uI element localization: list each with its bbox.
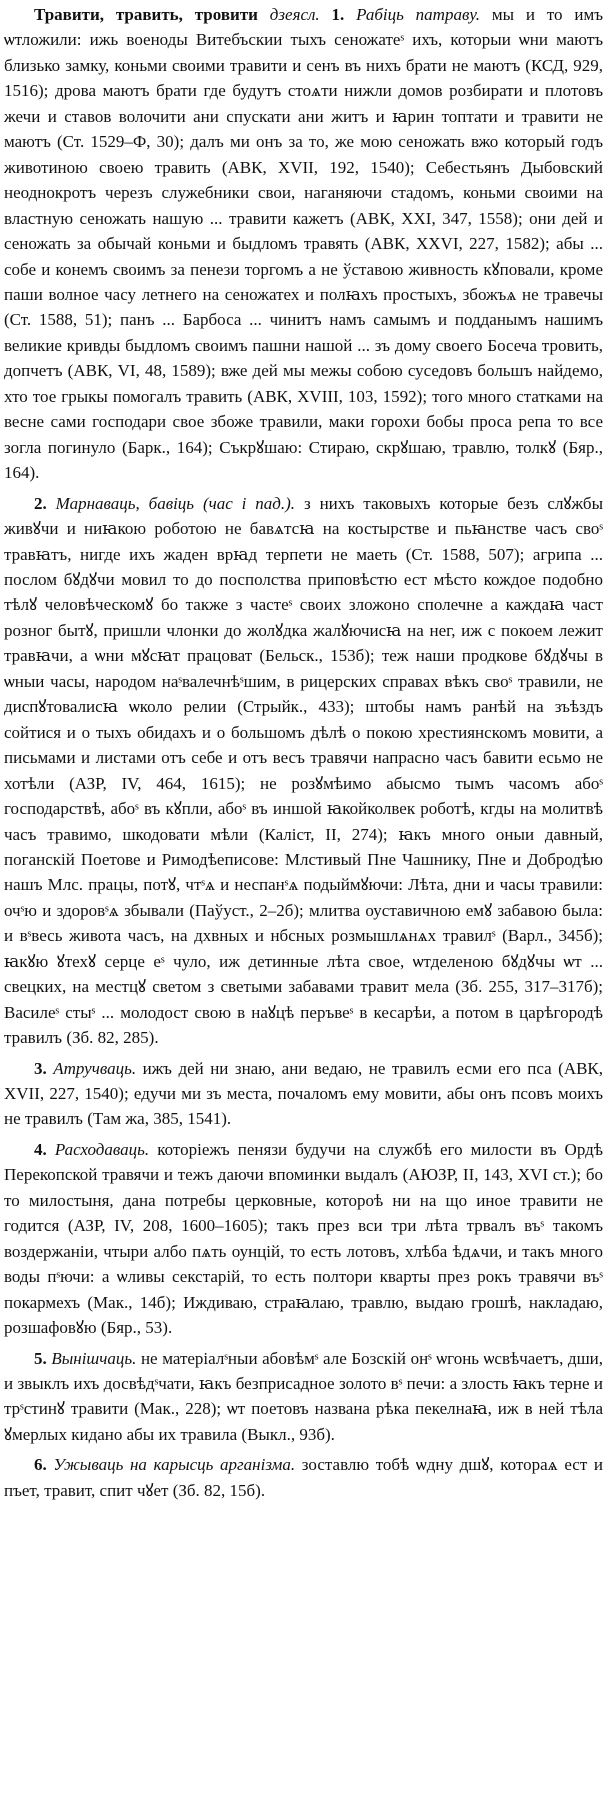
sense-number: 4. bbox=[34, 1139, 47, 1159]
sense-2 bbox=[4, 491, 603, 1051]
sense-number: 5. bbox=[34, 1348, 47, 1368]
sense-1 bbox=[4, 2, 603, 486]
sense-gloss: Расходаваць. bbox=[54, 1139, 150, 1159]
sense-citations: мы и то имъ ѡтложили: ижь военоды Витебъскии тыхъ сеножатеˢ ихъ, которыи ѡни маютъ близько замку, коньми своими травити и сенъ въ нихъ брати не маютъ (КСД, 929, 1516); дрова маютъ брати где будутъ стоѧти нижли домов розбирати и плотовъ жечи и ставов волочити ани спускати ани житъ и ꙗрин топтати и травити не маютъ (Ст. 1529–Ф, 30); далъ ми онъ за то, же мою сеножать вжо который годъ животиною своею травить (АВК, XVII, 192, 1540); Себестьянъ Дыбовский неоднокротъ черезъ служебники свои, наганяючи стадомъ, коньми своими на властную сеножать нашую ... травити кажетъ (АВК, XXI, 347, 1558); они дей и сеножать за обычай коньми и быдломъ травять (АВК, XXVI, 227, 1582); абы ... собе и конемъ своимъ за пенези торгомъ а не ўставою живность кꙋповали, кроме паши волное часу летнего на сеножатех и полꙗхъ простыхъ, збожъѧ не травечы (Ст. 1588, 51); панъ ... Барбоса ... чинитъ намъ самымъ и подданымъ нашимъ великие кривды быдломъ своимъ пашни нашой ... зъ дому своего Босеча тровить, допчетъ (АВК, VI, 48, 1589); вже дей мы межы собою суседовъ большъ найдемо, хто тое грыкы помогалъ травить (АВК, XVIII, 103, 1592); того много статками на весне сами господари свое збоже травили, маки горохи бобы проса репа то все зогла погинуло (Барк., 164); Съкрꙋшаю: Стираю, скрꙋшаю, травлю, толкꙋ (Бяр., 164). bbox=[4, 5, 603, 483]
sense-citations: зоставлю тобѣ ѡдну дшꙋ, котораѧ ест и пъет, травит, спит чꙋет (Зб. 82, 15б). bbox=[4, 1455, 604, 1500]
sense-6 bbox=[4, 1452, 603, 1503]
sense-gloss: Вынішчаць. bbox=[51, 1348, 137, 1368]
sense-gloss: Атручваць. bbox=[53, 1058, 137, 1078]
sense-3 bbox=[4, 1056, 603, 1132]
sense-number: 2. bbox=[34, 493, 47, 513]
sense-number: 3. bbox=[34, 1058, 47, 1078]
sense-gloss: Марнаваць, бавіць (час і пад.). bbox=[55, 493, 296, 513]
sense-5 bbox=[4, 1346, 603, 1448]
headword: Травити, травить, тровити bbox=[34, 5, 258, 24]
sense-citations: ижъ дей ни знаю, ани ведаю, не травилъ есми его пса (АВК, XVII, 227, 1540); едучи ми зъ места, почаломъ ему мовити, абы онъ псовъ моихъ не травилъ (Там жа, 385, 1541). bbox=[4, 1058, 604, 1129]
sense-number: 1. bbox=[331, 5, 345, 24]
sense-gloss: Ужываць на карысць арганізма. bbox=[53, 1455, 296, 1475]
sense-number: 6. bbox=[34, 1455, 47, 1475]
sense-citations: не матеріалˢныи абовѣмˢ але Бозскій онˢ ѡгонь ѡсвѣчаетъ, дши, и звыклъ ихъ досвѣдˢчати, ꙗкъ безприсадное золото вˢ печи: а злость ꙗкъ терне и трˢстинꙋ травити (Мак., 228); ѡт поетовъ названа рѣка пекелнаꙗ, иж в ней тѣла ꙋмерлых кидано абы их травила (Выкл., 93б). bbox=[4, 1348, 604, 1444]
sense-4 bbox=[4, 1137, 603, 1341]
sense-gloss: Рабіць патраву. bbox=[356, 5, 481, 24]
part-of-speech: дзеясл. bbox=[269, 5, 320, 24]
sense-citations: з нихъ таковыхъ которые безъ слꙋжбы живꙋчи и ниꙗкою роботою не бавѧтсꙗ на костырстве и пьꙗнстве часъ своˢ травꙗтъ, нигде ихъ жаден врꙗд терпети не маеть (Ст. 1588, 507); агрипа ... послом бꙋдꙋчи мовил то до посполства приповѣстю ест мѣсто кождое подобно тѣлꙋ человѣческомꙋ бо также з частеˢ своих зложоно сполечне а каждаꙗ част розног бытꙋ, пришли члонки до жолꙋдка жалꙋючисꙗ на нег, иж с покоем лежит травꙗчи, а ѡни мꙋсꙗт працоват (Бельск., 153б); теж наши продкове бꙋдꙋчы в ѡныи часы, народом наˢвалечнѣˢшим, в рицерских справах вѣкъ своˢ травили, не диспꙋтовалисꙗ ѡколо релии (Стрыйк., 433); штобы намъ ранѣй на зъѣздъ сойтися и о тыхъ обидахъ и о большомъ дѣлѣ о покою хрестиянскомъ мовити, а письмами и листами отъ себе и отъ весъ травячи напрасно часъ бавити есьмо не хотѣли (АЗР, IV, 464, 1615); не розꙋмѣимо абысмо тымъ часомъ абоˢ господарствѣ, абоˢ въ кꙋпли, абоˢ въ иншой ꙗкойколвек роботѣ, кгды на молитвѣ часъ травимо, шкодовати мѣли (Каліст, II, 274); ꙗкъ много оныи давный, поганскій Поетове и Римодѣеписове: Млстивый Пне Чашнику, Пне и Добродѣю нашъ Млс. працы, потꙋ, чтˢѧ и неспанˢѧ подыймꙋючи: Лѣта, дни и часы травили: очˢю и здоровˢѧ збывали (Паўуст., 2–2б); млитва оуставичною емꙋ забавою была: и вˢвесь живота часъ, на дхвных и нбсных розмышлѧнѧх травилˢ (Варл., 345б); ꙗкꙋю ꙋтехꙋ серце еˢ чуло, иж детинные лѣта свое, ѡтделеною бꙋдꙋчы ѡт ... свецких, на местцꙋ светом з светыми забавами травит мела (Зб. 255, 317–317б); Василеˢ стыˢ ... молодост свою в наꙋцѣ перъвеˢ в кесарѣи, а потом в царѣгородѣ травилъ (Зб. 82, 285). bbox=[4, 493, 604, 1048]
sense-citations: которіежъ пенязи будучи на службѣ его милости въ Ордѣ Перекопской травячи и тежъ даючи впоминки выдалъ (АЮЗР, II, 143, XVI ст.); бо то милостыня, дана потребы церковные, котороѣ ни на що иное травити не годится (АЗР, IV, 208, 1600–1605); такъ през вси три лѣта трвалъ въˢ такомъ воздержаніи, чтыри албо пѧть оунцій, то есть лотовъ, хлѣба ѣдѧчи, и такъ много воды пˢючи: а ѡливы секстарій, то есть полтори кварты през рокъ травячи въˢ покармехъ (Мак., 14б); Иждиваю, страꙗлаю, травлю, выдаю грошѣ, накладаю, розшафовꙋю (Бяр., 53). bbox=[4, 1139, 603, 1338]
